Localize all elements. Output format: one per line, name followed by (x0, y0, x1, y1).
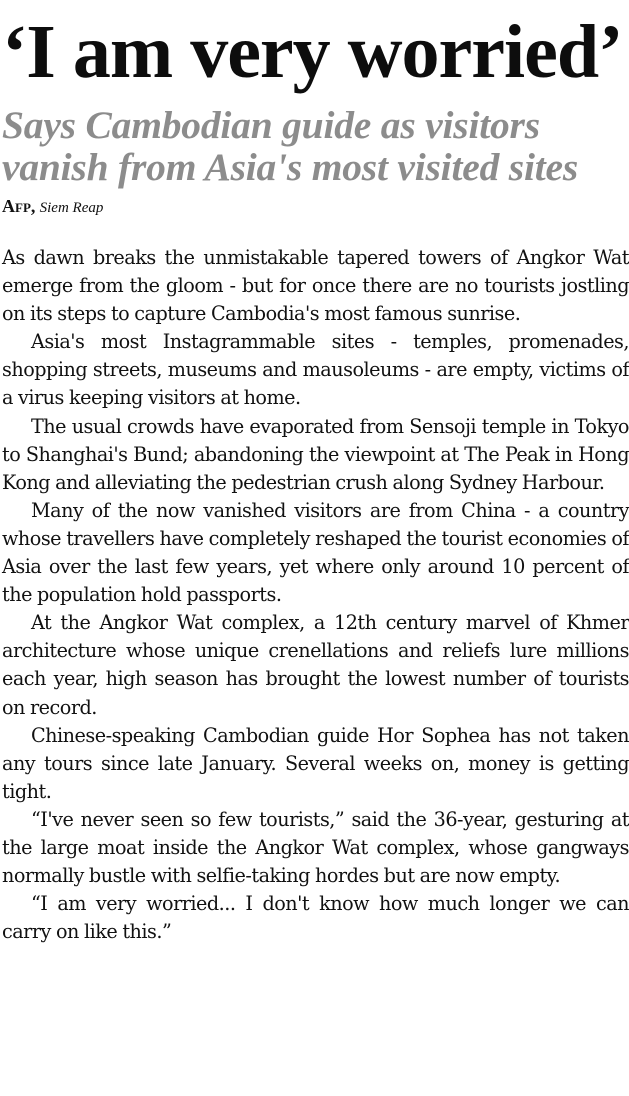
article-paragraph: Many of the now vanished visitors are from China - a country whose travellers have completely reshaped the tourist economies of Asia over the last few years, yet where only around 10 percent of the population hold passports. (2, 498, 629, 607)
subheadline-line-2: vanish from Asia's most visited sites (2, 145, 579, 189)
byline-location: Siem Reap (39, 200, 104, 216)
byline (2, 196, 629, 220)
article-paragraph: As dawn breaks the unmistakable tapered towers of Angkor Wat emerge from the gloom - but for once there are no tourists jostling on its steps to capture Cambodia's most famous sunrise. (2, 246, 629, 326)
article-paragraph: At the Angkor Wat complex, a 12th century marvel of Khmer architecture whose unique crenellations and reliefs lure millions each year, high season has brought the lowest number of tourists on record. (2, 611, 629, 719)
article-paragraph: “I am very worried... I don't know how much longer we can carry on like this.” (2, 892, 629, 944)
article-paragraph: Chinese-speaking Cambodian guide Hor Sophea has not taken any tours since late January. Several weeks on, money is getting tight. (2, 723, 629, 803)
article-paragraph: Asia's most Instagrammable sites - temples, promenades, shopping streets, museums and mausoleums - are empty, victims of a virus keeping visitors at home. (2, 330, 629, 410)
subheadline-line-1: Says Cambodian guide as visitors (2, 103, 540, 147)
byline-agency: Afp, (2, 196, 36, 216)
article-paragraph: The usual crowds have evaporated from Sensoji temple in Tokyo to Shanghai's Bund; abandoning the viewpoint at The Peak in Hong Kong and alleviating the pedestrian crush along Sydney Harbour. (2, 414, 629, 494)
news-article-page (0, 10, 629, 1096)
article-body (2, 244, 629, 946)
article-paragraph: “I've never seen so few tourists,” said the 36-year, gesturing at the large moat inside the Angkor Wat complex, whose gangways normally bustle with selfie-taking hordes but are now empty. (2, 807, 629, 888)
subheadline (2, 104, 629, 188)
headline: ‘I am very worried’ (2, 10, 623, 94)
